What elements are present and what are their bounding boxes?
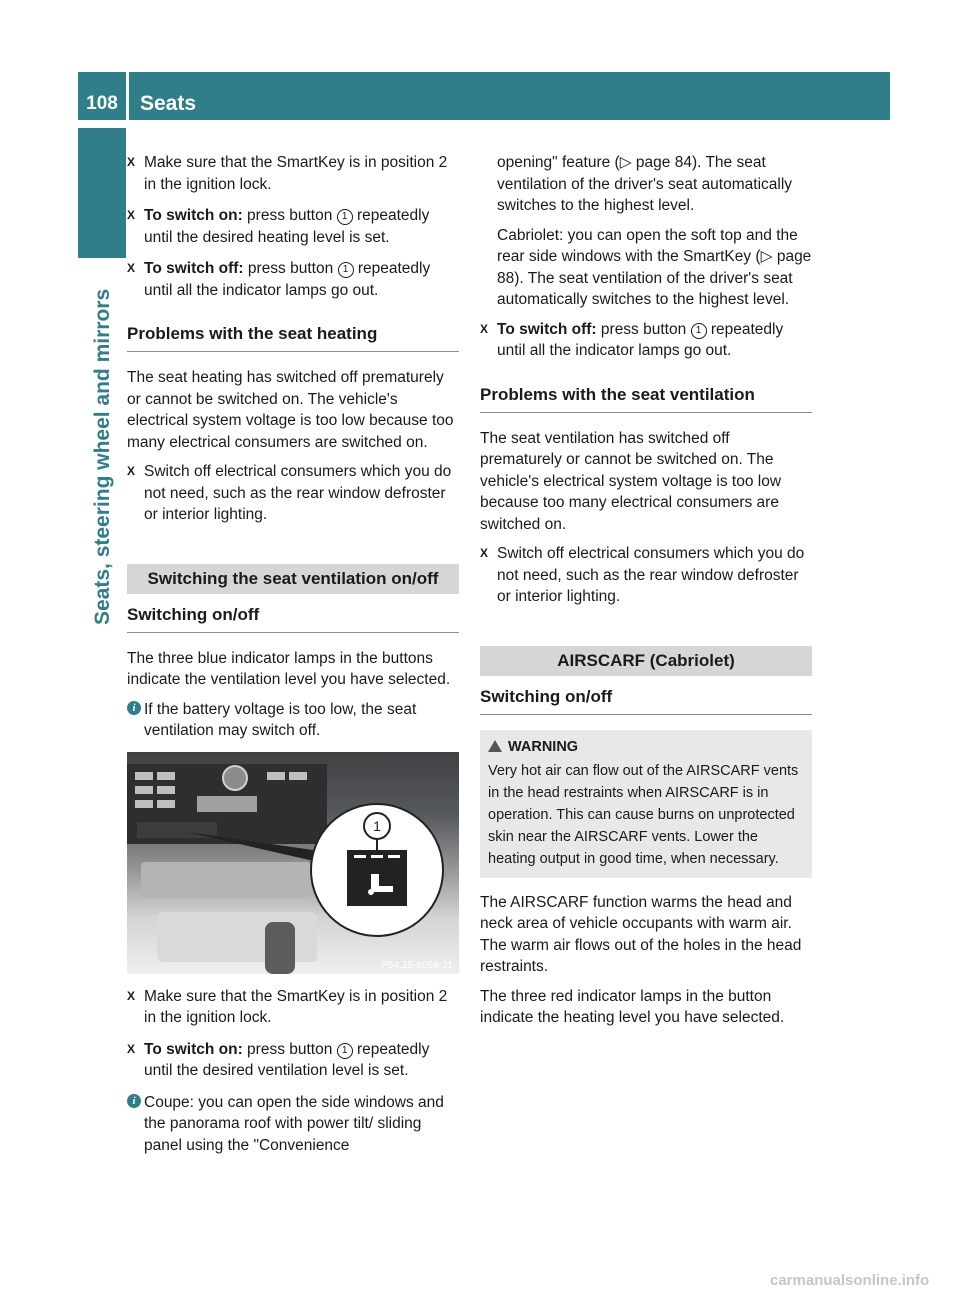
chapter-title: Seats xyxy=(140,92,197,115)
step-switch-off-consumers-2 xyxy=(480,543,812,608)
warning-icon xyxy=(488,740,502,752)
step-arrow-icon: X xyxy=(127,208,136,222)
step-arrow-icon: X xyxy=(127,988,136,1003)
step-arrow-icon: X xyxy=(480,546,489,560)
cabriolet-note: Cabriolet: you can open the soft top and the rear side windows with the SmartKey (▷ page 88). The seat ventilation of the driver's seat automatically switches to the highest level. xyxy=(497,226,812,308)
step-switch-off-consumers xyxy=(127,461,459,526)
left-column xyxy=(127,152,459,1166)
warning-header xyxy=(488,736,804,758)
convenience-continued: opening" feature (▷ page 84). The seat ventilation of the driver's seat automatically switches to the highest level. xyxy=(497,154,793,214)
center-console-photo xyxy=(127,752,459,974)
subheading-switching-airscarf: Switching on/off xyxy=(480,686,812,715)
step-bold: To switch on: xyxy=(144,1040,243,1058)
step-arrow-icon: X xyxy=(127,261,136,275)
header-bar xyxy=(78,72,890,120)
callout-1-icon: 1 xyxy=(691,323,707,339)
step-arrow-icon: X xyxy=(127,155,136,169)
step-arrow-icon: X xyxy=(127,464,136,478)
step-bold: To switch off: xyxy=(144,260,244,277)
footer-watermark: carmanualsonline.info xyxy=(770,1272,930,1289)
airscarf-body-1: The AIRSCARF function warms the head and neck area of vehicle occupants with warm air. The warm air flows out of the holes in the head restraints. xyxy=(480,893,802,975)
step-smartkey xyxy=(127,152,459,195)
step-pre: press button xyxy=(247,260,334,277)
step-text: Make sure that the SmartKey is in position 2 in the ignition lock. xyxy=(144,154,448,193)
info-text: Coupe: you can open the side windows and the panorama roof with power tilt/ sliding panel using the "Convenience xyxy=(144,1093,444,1154)
page-number: 108 xyxy=(86,93,118,114)
step-bold: To switch on: xyxy=(144,207,243,224)
step-switch-on-heating xyxy=(127,205,459,248)
warning-text: Very hot air can flow out of the AIRSCARF vents in the head restraints when AIRSCARF is in operation. This can cause burns on unprotected skin near the AIRSCARF vents. Lower the heating output in good time, when necessary. xyxy=(488,762,799,867)
ventilation-body: The three blue indicator lamps in the buttons indicate the ventilation level you have selected. xyxy=(127,649,451,688)
problems-ventilation-body: The seat ventilation has switched off prematurely or cannot be switched on. The vehicle's electrical system voltage is too low because too many electrical consumers are switched on. xyxy=(480,429,782,533)
info-battery xyxy=(127,699,459,742)
step-switch-off-heating xyxy=(127,258,459,301)
step-arrow-icon: X xyxy=(127,1041,136,1056)
step-pre: press button xyxy=(247,207,333,224)
side-label-text: Seats, steering wheel and mirrors xyxy=(91,288,114,625)
step-pre: press button xyxy=(247,1040,333,1058)
side-tab xyxy=(78,128,126,258)
subheading-switching: Switching on/off xyxy=(127,604,459,633)
step-post: repeatedly until the desired heating level is set. xyxy=(144,207,430,246)
header-divider xyxy=(126,72,129,120)
info-coupe xyxy=(127,1092,459,1157)
step-post: repeatedly until the desired ventilation level is set. xyxy=(144,1040,430,1079)
heading-problems-ventilation: Problems with the seat ventilation xyxy=(480,384,812,413)
step-post: repeatedly until all the indicator lamps go out. xyxy=(144,260,431,299)
callout-1-icon: 1 xyxy=(337,209,353,225)
right-column xyxy=(480,152,812,1037)
figure-code: P54.25-8068-31 xyxy=(381,959,453,971)
problems-heating-body: The seat heating has switched off prematurely or cannot be switched on. The vehicle's electrical system voltage is too low because too many electrical consumers are switched on. xyxy=(127,369,454,451)
photo-illustration xyxy=(127,752,459,974)
step-arrow-icon: X xyxy=(480,321,489,336)
heading-problems-heating: Problems with the seat heating xyxy=(127,323,459,352)
step-text: Switch off electrical consumers which you do not need, such as the rear window defroster or interior lighting. xyxy=(497,545,805,605)
callout-1-icon: 1 xyxy=(337,1043,353,1059)
step-switch-on-ventilation xyxy=(127,1039,459,1082)
step-post: repeatedly until all the indicator lamps go out. xyxy=(497,320,784,359)
section-title-airscarf: AIRSCARF (Cabriolet) xyxy=(480,646,812,676)
step-text: Make sure that the SmartKey is in position 2 in the ignition lock. xyxy=(144,987,448,1026)
callout-1-icon: 1 xyxy=(338,262,354,278)
airscarf-body-2: The three red indicator lamps in the button indicate the heating level you have selected. xyxy=(480,987,785,1026)
warning-box xyxy=(480,730,812,878)
step-switch-off-ventilation xyxy=(480,319,812,362)
warning-label: WARNING xyxy=(508,738,579,755)
figure-callout-1: 1 xyxy=(373,817,381,834)
step-pre: press button xyxy=(600,320,687,338)
info-text: If the battery voltage is too low, the seat ventilation may switch off. xyxy=(144,700,417,739)
step-text: Switch off electrical consumers which you do not need, such as the rear window defroster or interior lighting. xyxy=(144,463,452,523)
step-bold: To switch off: xyxy=(497,320,597,338)
info-icon: i xyxy=(127,701,141,715)
info-icon: i xyxy=(127,1094,141,1108)
step-smartkey-2 xyxy=(127,986,459,1029)
section-title-ventilation: Switching the seat ventilation on/off xyxy=(127,564,459,594)
